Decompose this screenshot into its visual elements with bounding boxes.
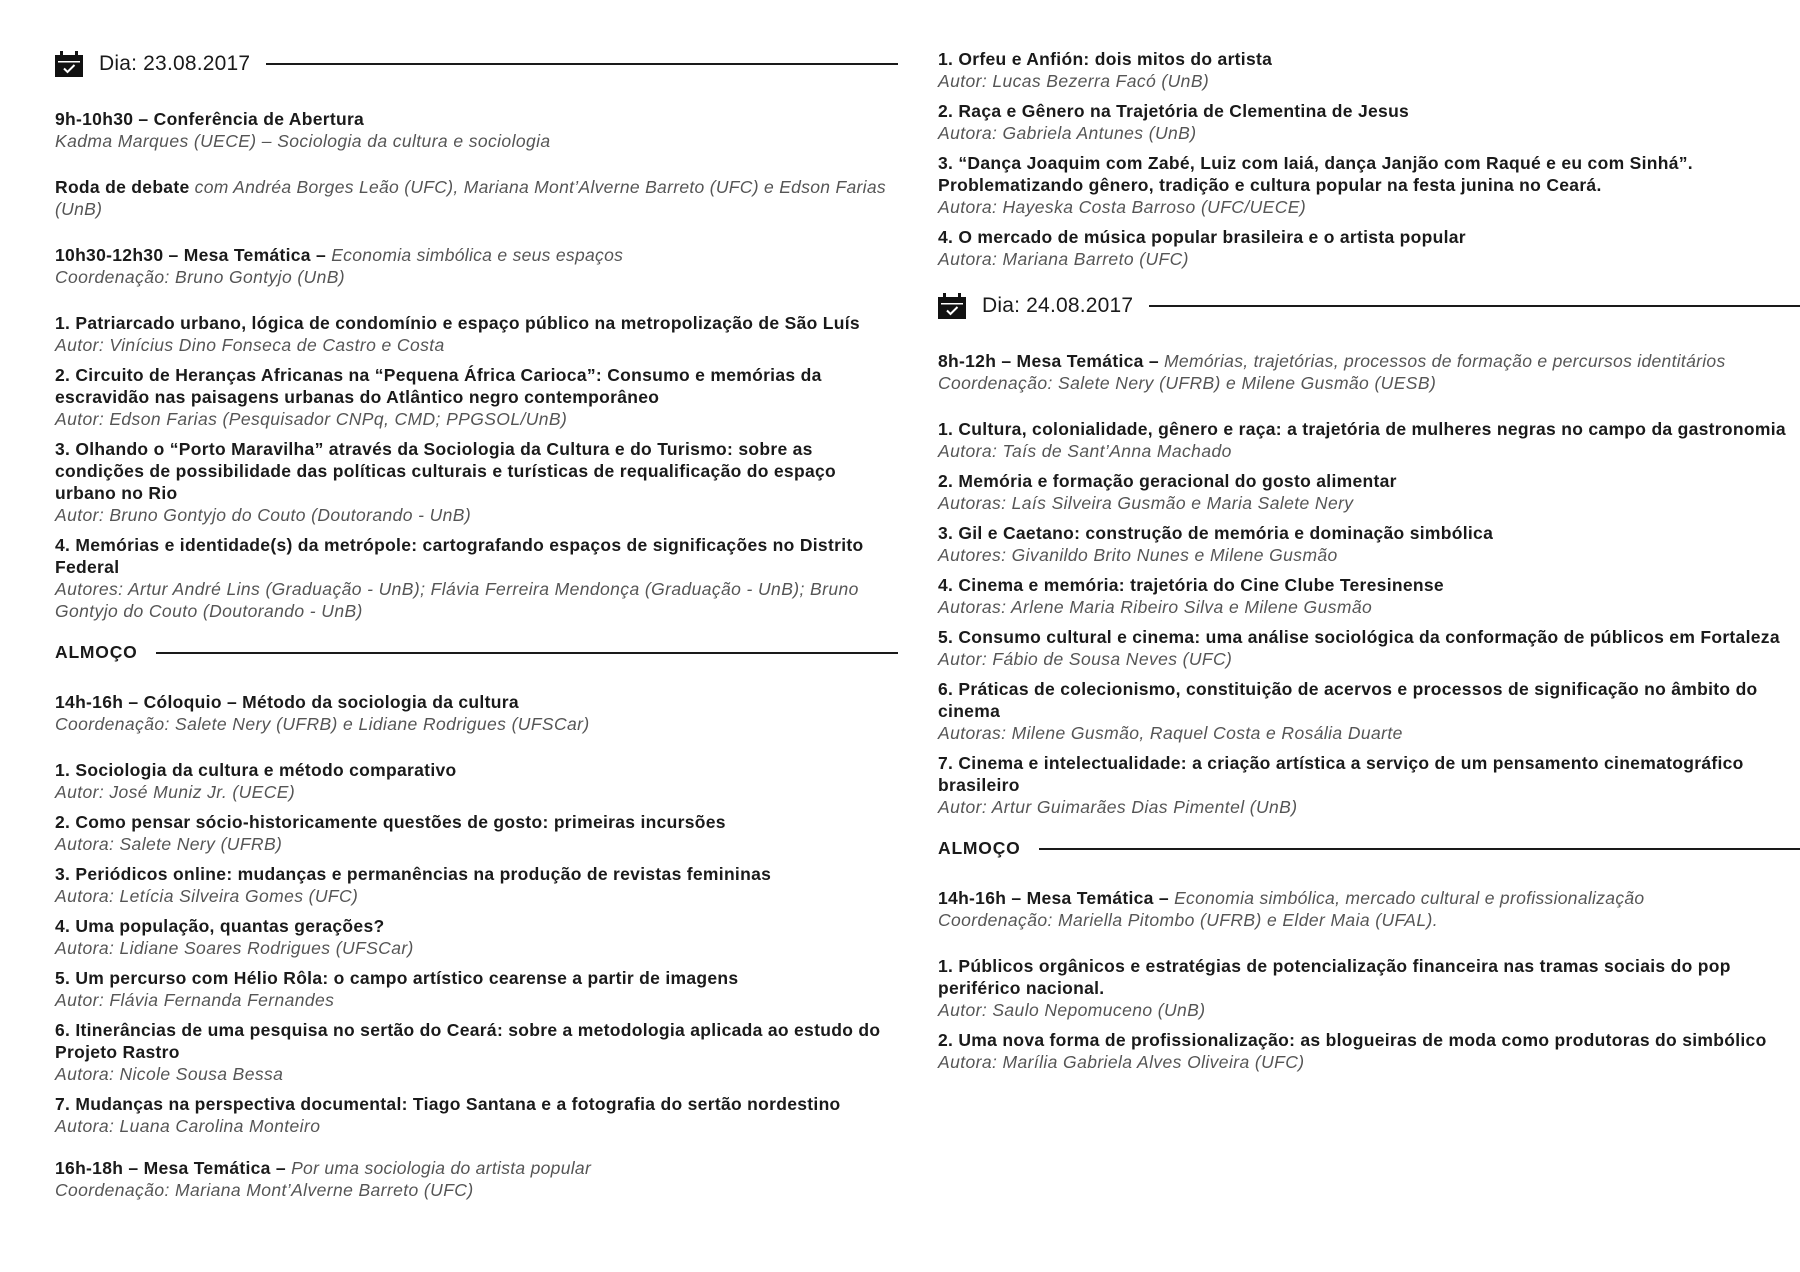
paper-author: Autora: Lidiane Soares Rodrigues (UFSCar) — [55, 938, 414, 958]
list-item — [55, 438, 898, 526]
session-theme: Economia simbólica e seus espaços — [326, 245, 624, 265]
paper-author: Autor: Artur Guimarães Dias Pimentel (UnB) — [938, 797, 1298, 817]
paper-author: Autor: José Muniz Jr. (UECE) — [55, 782, 296, 802]
day-label: Dia: 23.08.2017 — [99, 52, 251, 75]
day-header-1 — [55, 48, 898, 80]
right-column — [938, 48, 1800, 1093]
paper-title: 2. Raça e Gênero na Trajetória de Clementina de Jesus — [938, 101, 1410, 121]
session-title-line — [55, 244, 898, 266]
session-coordination: Coordenação: Salete Nery (UFRB) e Milene Gusmão (UESB) — [938, 373, 1437, 393]
coloquio-items — [55, 759, 898, 1137]
session-title-line — [938, 887, 1800, 909]
session-header-mesa3 — [938, 350, 1800, 394]
paper-title: 2. Memória e formação geracional do gosto alimentar — [938, 471, 1397, 491]
paper-author: Autora: Mariana Barreto (UFC) — [938, 249, 1189, 269]
paper-author: Autora: Gabriela Antunes (UnB) — [938, 123, 1197, 143]
paper-title: 4. Memórias e identidade(s) da metrópole: cartografando espaços de significações no Distrito Federal — [55, 535, 864, 577]
session-title: 14h-16h – Mesa Temática – — [938, 888, 1169, 908]
list-item — [938, 470, 1800, 514]
paper-title: 4. Cinema e memória: trajetória do Cine Clube Teresinense — [938, 575, 1444, 595]
paper-title: 1. Cultura, colonialidade, gênero e raça: a trajetória de mulheres negras no campo da gastronomia — [938, 419, 1786, 439]
paper-title: 6. Práticas de colecionismo, constituição de acervos e processos de significação no âmbito do cinema — [938, 679, 1758, 721]
mesa3-items — [938, 418, 1800, 818]
paper-author: Autora: Hayeska Costa Barroso (UFC/UECE) — [938, 197, 1307, 217]
list-item — [55, 863, 898, 907]
session-coordination: Coordenação: Bruno Gontyjo (UnB) — [55, 267, 346, 287]
paper-author: Autora: Letícia Silveira Gomes (UFC) — [55, 886, 359, 906]
paper-title: 1. Orfeu e Anfión: dois mitos do artista — [938, 49, 1273, 69]
list-item — [938, 152, 1800, 218]
paper-title: 2. Como pensar sócio-historicamente questões de gosto: primeiras incursões — [55, 812, 726, 832]
list-item — [55, 534, 898, 622]
paper-author: Autora: Marília Gabriela Alves Oliveira (UFC) — [938, 1052, 1305, 1072]
list-item — [55, 811, 898, 855]
paper-title: 2. Circuito de Heranças Africanas na “Pequena África Carioca”: Consumo e memórias da escravidão nas paisagens urbanas do Atlântico negro contemporâneo — [55, 365, 822, 407]
paper-author: Autoras: Laís Silveira Gusmão e Maria Salete Nery — [938, 493, 1354, 513]
paper-author: Autora: Nicole Sousa Bessa — [55, 1064, 284, 1084]
session-title-line — [55, 1157, 898, 1179]
paper-author: Autora: Luana Carolina Monteiro — [55, 1116, 321, 1136]
list-item — [938, 752, 1800, 818]
session-header-mesa2 — [55, 1157, 898, 1201]
session-title: 8h-12h – Mesa Temática – — [938, 351, 1159, 371]
list-item — [55, 364, 898, 430]
session-coordination: Coordenação: Mariana Mont’Alverne Barreto (UFC) — [55, 1180, 474, 1200]
paper-author: Autor: Vinícius Dino Fonseca de Castro e Costa — [55, 335, 445, 355]
paper-author: Autor: Bruno Gontyjo do Couto (Doutorando - UnB) — [55, 505, 472, 525]
paper-author: Autor: Edson Farias (Pesquisador CNPq, CMD; PPGSOL/UnB) — [55, 409, 568, 429]
list-item — [55, 1019, 898, 1085]
paper-author: Autoras: Milene Gusmão, Raquel Costa e Rosália Duarte — [938, 723, 1403, 743]
debate-participants: com Andréa Borges Leão (UFC), Mariana Mont’Alverne Barreto (UFC) e Edson Farias (UnB) — [55, 177, 886, 219]
session-theme: Economia simbólica, mercado cultural e profissionalização — [1168, 888, 1645, 908]
lunch-label: ALMOÇO — [938, 838, 1021, 858]
list-item — [55, 967, 898, 1011]
paper-author: Autora: Salete Nery (UFRB) — [55, 834, 283, 854]
session-header-coloquio — [55, 691, 898, 735]
paper-title: 1. Patriarcado urbano, lógica de condomínio e espaço público na metropolização de São Luís — [55, 313, 860, 333]
debate-round — [55, 176, 898, 220]
divider — [1039, 848, 1800, 850]
list-item — [55, 915, 898, 959]
session-header-mesa4 — [938, 887, 1800, 931]
opening-conference — [55, 108, 898, 152]
list-item — [938, 100, 1800, 144]
list-item — [55, 312, 898, 356]
session-title: 14h-16h – Cóloquio – Método da sociologia da cultura — [55, 692, 519, 712]
session-coordination: Coordenação: Mariella Pitombo (UFRB) e Elder Maia (UFAL). — [938, 910, 1438, 930]
divider — [156, 652, 898, 654]
session-subtitle: Kadma Marques (UECE) – Sociologia da cultura e sociologia — [55, 131, 551, 151]
session-theme: Memórias, trajetórias, processos de formação e percursos identitários — [1158, 351, 1726, 371]
paper-author: Autora: Taís de Sant’Anna Machado — [938, 441, 1232, 461]
session-title-line — [938, 350, 1800, 372]
session-title: 16h-18h – Mesa Temática – — [55, 1158, 286, 1178]
day-header-2 — [938, 290, 1800, 322]
paper-author: Autores: Givanildo Brito Nunes e Milene Gusmão — [938, 545, 1338, 565]
paper-title: 2. Uma nova forma de profissionalização: as blogueiras de moda como produtoras do simbólico — [938, 1030, 1767, 1050]
mesa1-items — [55, 312, 898, 622]
paper-title: 7. Cinema e intelectualidade: a criação artística a serviço de um pensamento cinematográfico brasileiro — [938, 753, 1744, 795]
paper-title: 3. Gil e Caetano: construção de memória e dominação simbólica — [938, 523, 1494, 543]
list-item — [55, 759, 898, 803]
divider — [1149, 305, 1800, 307]
mesa4-items — [938, 955, 1800, 1073]
list-item — [938, 1029, 1800, 1073]
session-coordination: Coordenação: Salete Nery (UFRB) e Lidiane Rodrigues (UFSCar) — [55, 714, 590, 734]
paper-title: 3. “Dança Joaquim com Zabé, Luiz com Iaiá, dança Janjão com Raqué e eu com Sinhá”. Problematizando gênero, tradição e cultura popular na festa junina no Ceará. — [938, 153, 1693, 195]
lunch-separator — [55, 642, 898, 663]
left-column — [55, 48, 898, 1225]
debate-title: Roda de debate — [55, 177, 190, 197]
debate-text — [55, 176, 898, 220]
list-item — [938, 678, 1800, 744]
list-item — [938, 574, 1800, 618]
lunch-label: ALMOÇO — [55, 642, 138, 662]
paper-title: 5. Consumo cultural e cinema: uma análise sociológica da conformação de públicos em Fortaleza — [938, 627, 1780, 647]
paper-author: Autor: Flávia Fernanda Fernandes — [55, 990, 335, 1010]
paper-title: 7. Mudanças na perspectiva documental: Tiago Santana e a fotografia do sertão nordestino — [55, 1094, 841, 1114]
paper-title: 1. Públicos orgânicos e estratégias de potencialização financeira nas tramas sociais do pop periférico nacional. — [938, 956, 1731, 998]
session-title: 10h30-12h30 – Mesa Temática – — [55, 245, 327, 265]
paper-author: Autoras: Arlene Maria Ribeiro Silva e Milene Gusmão — [938, 597, 1373, 617]
paper-author: Autor: Saulo Nepomuceno (UnB) — [938, 1000, 1206, 1020]
session-title: 9h-10h30 – Conferência de Abertura — [55, 109, 365, 129]
divider — [266, 63, 898, 65]
list-item — [938, 522, 1800, 566]
paper-author: Autores: Artur André Lins (Graduação - UnB); Flávia Ferreira Mendonça (Graduação - UnB); Bruno Gontyjo do Couto (Doutorando - UnB) — [55, 579, 859, 621]
paper-title: 5. Um percurso com Hélio Rôla: o campo artístico cearense a partir de imagens — [55, 968, 739, 988]
calendar-check-icon — [55, 51, 83, 77]
calendar-check-icon — [938, 293, 966, 319]
mesa2-items — [938, 48, 1800, 270]
paper-title: 1. Sociologia da cultura e método comparativo — [55, 760, 457, 780]
list-item — [938, 955, 1800, 1021]
paper-title: 3. Olhando o “Porto Maravilha” através da Sociologia da Cultura e do Turismo: sobre as condições de possibilidade das políticas culturais e turísticas de requalificação do espaço urbano no Rio — [55, 439, 837, 503]
list-item — [938, 226, 1800, 270]
paper-title: 4. O mercado de música popular brasileira e o artista popular — [938, 227, 1466, 247]
lunch-separator — [938, 838, 1800, 859]
paper-author: Autor: Fábio de Sousa Neves (UFC) — [938, 649, 1233, 669]
paper-title: 6. Itinerâncias de uma pesquisa no sertão do Ceará: sobre a metodologia aplicada ao estudo do Projeto Rastro — [55, 1020, 881, 1062]
list-item — [938, 418, 1800, 462]
list-item — [55, 1093, 898, 1137]
list-item — [938, 48, 1800, 92]
paper-author: Autor: Lucas Bezerra Facó (UnB) — [938, 71, 1210, 91]
session-header-mesa1 — [55, 244, 898, 288]
day-label: Dia: 24.08.2017 — [982, 294, 1134, 317]
paper-title: 3. Periódicos online: mudanças e permanências na produção de revistas femininas — [55, 864, 772, 884]
session-theme: Por uma sociologia do artista popular — [285, 1158, 592, 1178]
paper-title: 4. Uma população, quantas gerações? — [55, 916, 385, 936]
list-item — [938, 626, 1800, 670]
